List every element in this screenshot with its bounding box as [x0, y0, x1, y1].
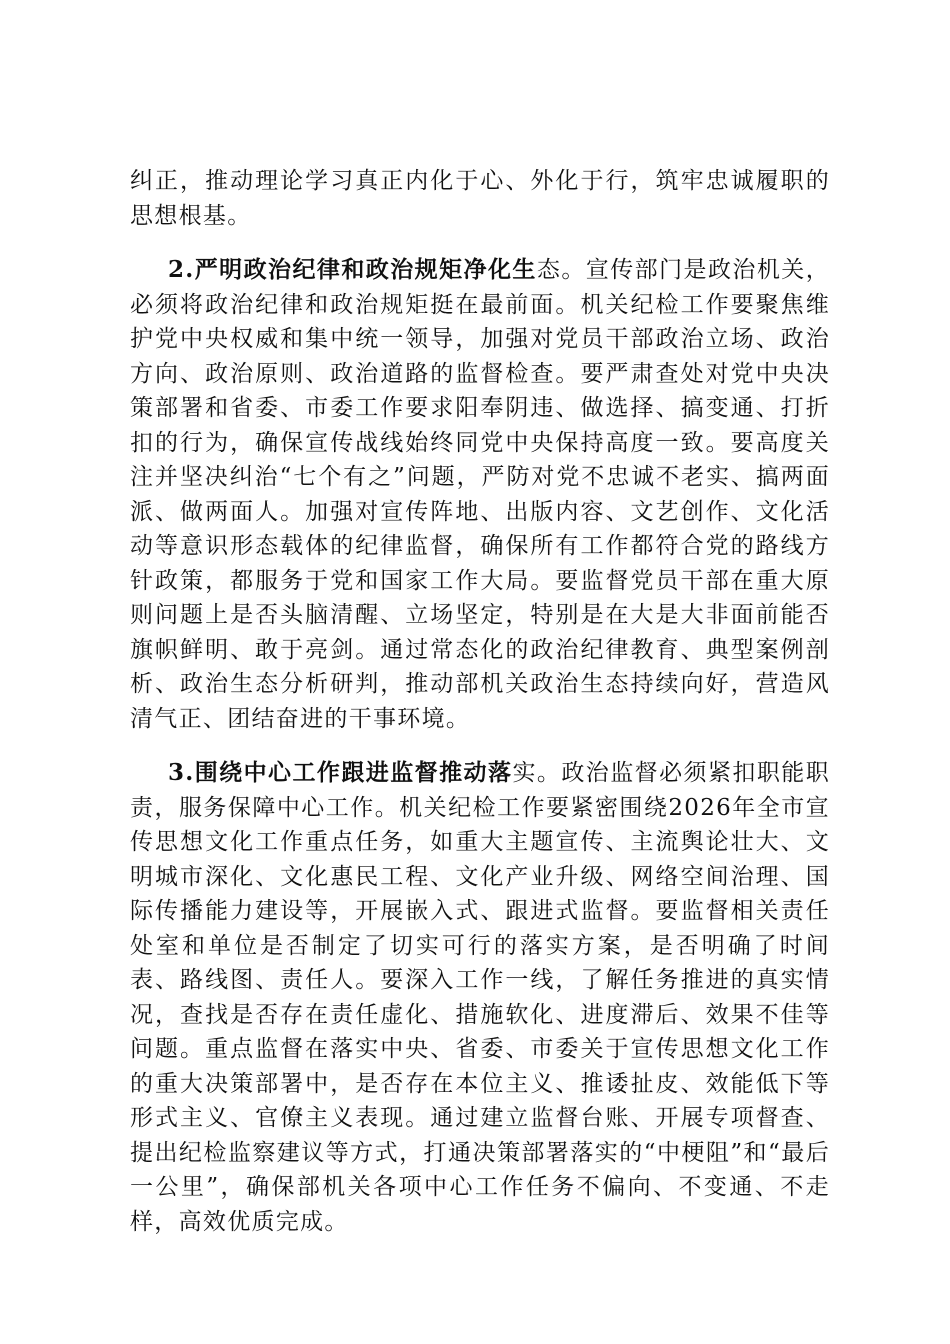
paragraph-heading: 3.围绕中心工作跟进监督推动落 [168, 759, 513, 786]
paragraph-continuation [130, 164, 830, 233]
paragraph-body: 实。政治监督必须紧扣职能职责，服务保障中心工作。机关纪检工作要紧密围绕2026年全市宣传思想文化工作重点任务，如重大主题宣传、主流舆论壮大、文明城市深化、文化惠民工程、文化产业升级、网络空间治理、国际传播能力建设等，开展嵌入式、跟进式监督。要监督相关责任处室和单位是否制定了切实可行的落实方案，是否明确了时间表、路线图、责任人。要深入工作一线，了解任务推进的真实情况，查找是否存在责任虚化、措施软化、进度滞后、效果不佳等问题。重点监督在落实中央、省委、市委关于宣传思想文化工作的重大决策部署中，是否存在本位主义、推诿扯皮、效能低下等形式主义、官僚主义表现。通过建立监督台账、开展专项督查、提出纪检监察建议等方式，打通决策部署落实的“中梗阻”和“最后一公里”，确保部机关各项中心工作任务不偏向、不变通、不走样，高效优质完成。 [130, 760, 830, 1235]
paragraph-political-discipline [130, 253, 830, 736]
paragraph-body: 纠正，推动理论学习真正内化于心、外化于行，筑牢忠诚履职的思想根基。 [130, 168, 830, 229]
paragraph-heading: 2.严明政治纪律和政治规矩净化生 [168, 256, 537, 283]
document-body [130, 164, 830, 1239]
paragraph-body: 态。宣传部门是政治机关，必须将政治纪律和政治规矩挺在最前面。机关纪检工作要聚焦维护党中央权威和集中统一领导，加强对党员干部政治立场、政治方向、政治原则、政治道路的监督检查。要严肃查处对党中央决策部署和省委、市委工作要求阳奉阴违、做选择、搞变通、打折扣的行为，确保宣传战线始终同党中央保持高度一致。要高度关注并坚决纠治“七个有之”问题，严防对党不忠诚不老实、搞两面派、做两面人。加强对宣传阵地、出版内容、文艺创作、文化活动等意识形态载体的纪律监督，确保所有工作都符合党的路线方针政策，都服务于党和国家工作大局。要监督党员干部在重大原则问题上是否头脑清醒、立场坚定，特别是在大是大非面前能否旗帜鲜明、敢于亮剑。通过常态化的政治纪律教育、典型案例剖析、政治生态分析研判，推动部机关政治生态持续向好，营造风清气正、团结奋进的干事环境。 [130, 257, 830, 732]
paragraph-central-work-supervision [130, 756, 830, 1239]
